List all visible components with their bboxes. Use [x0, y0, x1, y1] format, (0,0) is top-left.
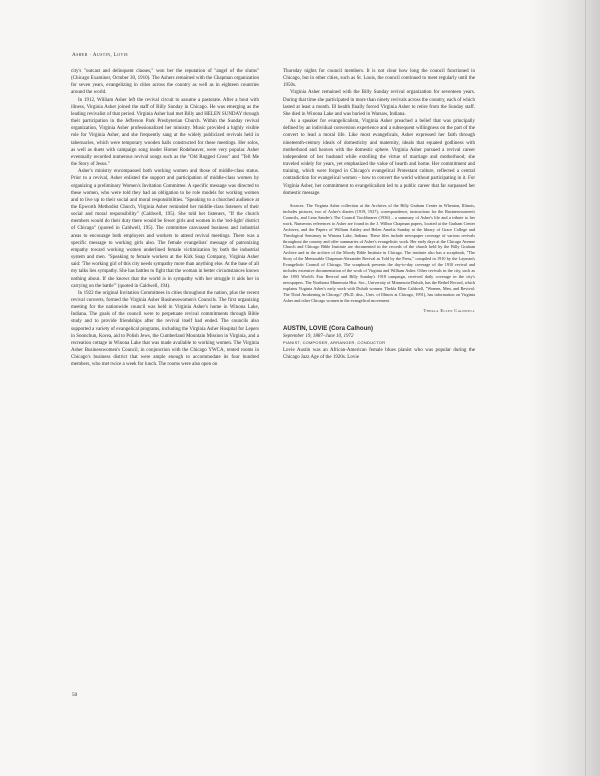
right-column	[283, 68, 475, 361]
author-signature: Thekla Ellen Caldwell	[423, 308, 475, 314]
sources-note: Sources. The Virginia Asher collection at the Archives of the Billy Graham Center in Wheaton, Illinois, includes pictures, two of Asher's diaries (1919, 1927), correspondence, instructions for the Businesswomen's Councils, and Lena Sander's The Council Torchbearer (1936) – a summary of Asher's life and a tribute to her work. Numerous references to Asher are found in the J. Wilbur Chapman papers, located at the Graham Center Archives, and the Papers of William Ashley and Helen Amelia Sunday at the library of Grace College and Theological Seminary in Winona Lake, Indiana. These files include newspaper coverage of various revivals throughout the country and offer summaries of Asher's evangelistic work. Her early days at the Chicago Avenue Church and Chicago Bible Institute are documented in the records of the church held by the Billy Graham Archive and in the archive of the Moody Bible Institute in Chicago. The institute also has a scrapbook, "The Story of the Memorable Chapman-Alexander Revival as Told by the Press," compiled in 1910 by the Layman's Evangelistic Council of Chicago. The scrapbook presents the day-to-day coverage of the 1910 revival and includes extensive documentation of the work of Virginia and William Asher. Other revivals in the city, such as the 1893 World's Fair Revival and Billy Sunday's 1918 campaign, received daily coverage in the city's newspapers. The Northeast Minnesota Hist. Soc., University of Minnesota-Duluth, has the Bethel Record, which explains Virginia Asher's early work with Duluth women. Thekla Ellen Caldwell, "Women, Men, and Revival: The Third Awakening in Chicago" (Ph.D. diss., Univ. of Illinois at Chicago, 1991), has information on Virginia Asher and other Chicago women in the evangelical movement.	[283, 202, 475, 304]
entry-text: Lovie Austin was an African-American female blues pianist who was popular during the Chicago Jazz Age of the 1920s. Lovie	[283, 347, 475, 360]
left-paragraph: In 1912, William Asher left the revival circuit to assume a pastorate. After a bout with illness, Virginia Asher joined the staff of Billy Sunday in Chicago. He was emerging as the leading revivalist of that period. Virginia Asher had met Billy and HELEN SUNDAY through their participation in the Jefferson Park Presbyterian Church. Within the Sunday revival organization, Virginia Asher professionalized her ministry. Music provided a highly visible role for Virginia Asher, and she frequently sang at the widely publicized revivals held in tabernacles, which were temporary wooden halls constructed for these meetings. Her solos, as well as duets with campaign song leader Homer Rodeheaver, were very popular. Asher eventually recorded numerous revival songs such as the "Old Rugged Cross" and "Tell Me the Story of Jesus."	[71, 97, 259, 168]
entry-roles: PIANIST, COMPOSER, ARRANGER, CONDUCTOR	[283, 340, 386, 346]
left-paragraph: city's "outcast and delinquent classes," won her the reputation of "angel of the slums" (Chicago Examiner, October 30, 1910). The Ashers remained with the Chapman organization for seven years, evangelizing in cities across the country as well as in eighteen countries around the world.	[71, 69, 259, 96]
binding-edge	[585, 0, 586, 776]
left-paragraph: In 1922 the original Invitation Committees in cities throughout the nation, plus the recent revival converts, formed the Virginia Asher Businesswomen's Councils. The first organizing meeting for the nationwide council was held in Virginia Asher's home in Winona Lake, Indiana. The goals of the council were to perpetuate revival commitments through Bible study and to provide friendships after the revival itself had ended. The councils also supported a variety of evangelical programs, including the Virginia Asher Hospital for Lepers in Soonchun, Korea, aid to Polish Jews, the Cumberland Mountain Mission in Virginia, and a recreation cottage in Winona Lake that was made available to working women. The Virginia Asher Businesswomen's Council, in conjunction with the Chicago YWCA, rented rooms in Chicago's business district that were ample enough to accommodate its four hundred members, who met twice a week for lunch. The rooms were also open on	[71, 290, 259, 368]
right-paragraph: Virginia Asher remained with the Billy Sunday revival organization for seventeen years. During that time she participated in more than ninety revivals across the country, each of which lasted at least a month. Ill health finally forced Virginia Asher to retire from the Sunday staff. She died in Winona Lake and was buried in Warsaw, Indiana.	[283, 90, 475, 117]
right-paragraph: Thursday nights for council members. It is not clear how long the council functioned in Chicago, but in other cities, such as St. Louis, the council continued to meet regularly until the 1950s.	[283, 69, 475, 89]
book-binding-shadow	[528, 0, 600, 776]
page-number: 50	[72, 692, 78, 698]
entry-dates: September 19, 1887–June 10, 1972	[283, 334, 354, 340]
running-head: Asher · Austin, Lovie	[72, 52, 129, 58]
left-column	[71, 68, 259, 369]
entry-heading: AUSTIN, LOVIE (Cora Calhoun)	[283, 325, 374, 333]
left-paragraph: Asher's ministry encompassed both working women and those of middle-class status. Prior to a revival, Asher enlisted the support and participation of middle-class women by organizing a preliminary Women's Invitation Committee. A specific message was directed to these women, who were told they had an obligation to be role models for working women and to live up to their social and moral responsibilities. "Speaking to a churched audience at the Epworth Methodist Church, Virginia Asher reminded her middle-class listeners of their social and moral responsibility" (Caldwell, 195). She told her listeners, "If the church members would do their duty there would be fewer girls and women in the 'red-light' district of Chicago" (quoted in Caldwell, 195). The committee canvassed business and industrial areas to encourage both employers and workers to attend revival meetings. There was a specific message to working girls also. The female evangelists' message of patronizing empathy toward working women underlined female victimization by both the industrial system and men. "Speaking to female workers at the Kirk Soap Company, Virginia Asher said: 'The working girl of this city needs sympathy more than anything else. At the base of all my talks lies sympathy. She has battles to fight that the woman in better circumstances knows nothing about. If she knows that the world is in sympathy with her struggle it aids her in carrying on the battle'" (quoted in Caldwell, 194).	[71, 169, 259, 289]
right-paragraph: As a speaker for evangelicalism, Virginia Asher preached a belief that was principally defined by an individual conversion experience and a subsequent willingness on the part of the convert to lead a moral life. Like most evangelicals, Asher expressed her faith through nineteenth-century ideals of domesticity and maternity, ideals that equated godliness with motherhood and heaven with the domestic sphere. Virginia Asher pursued a revival career independent of her husband while extolling the virtue of marriage and motherhood; she traveled widely for years, yet emphasized the value of hearth and home. Her commitment and training, which were forged in Chicago's evangelical Protestant culture, reflected a central contradiction for evangelical women – how to convert the world without participating in it. For Virginia Asher, her commitment to evangelicalism led to a public career that far surpassed her domestic message.	[283, 119, 475, 196]
